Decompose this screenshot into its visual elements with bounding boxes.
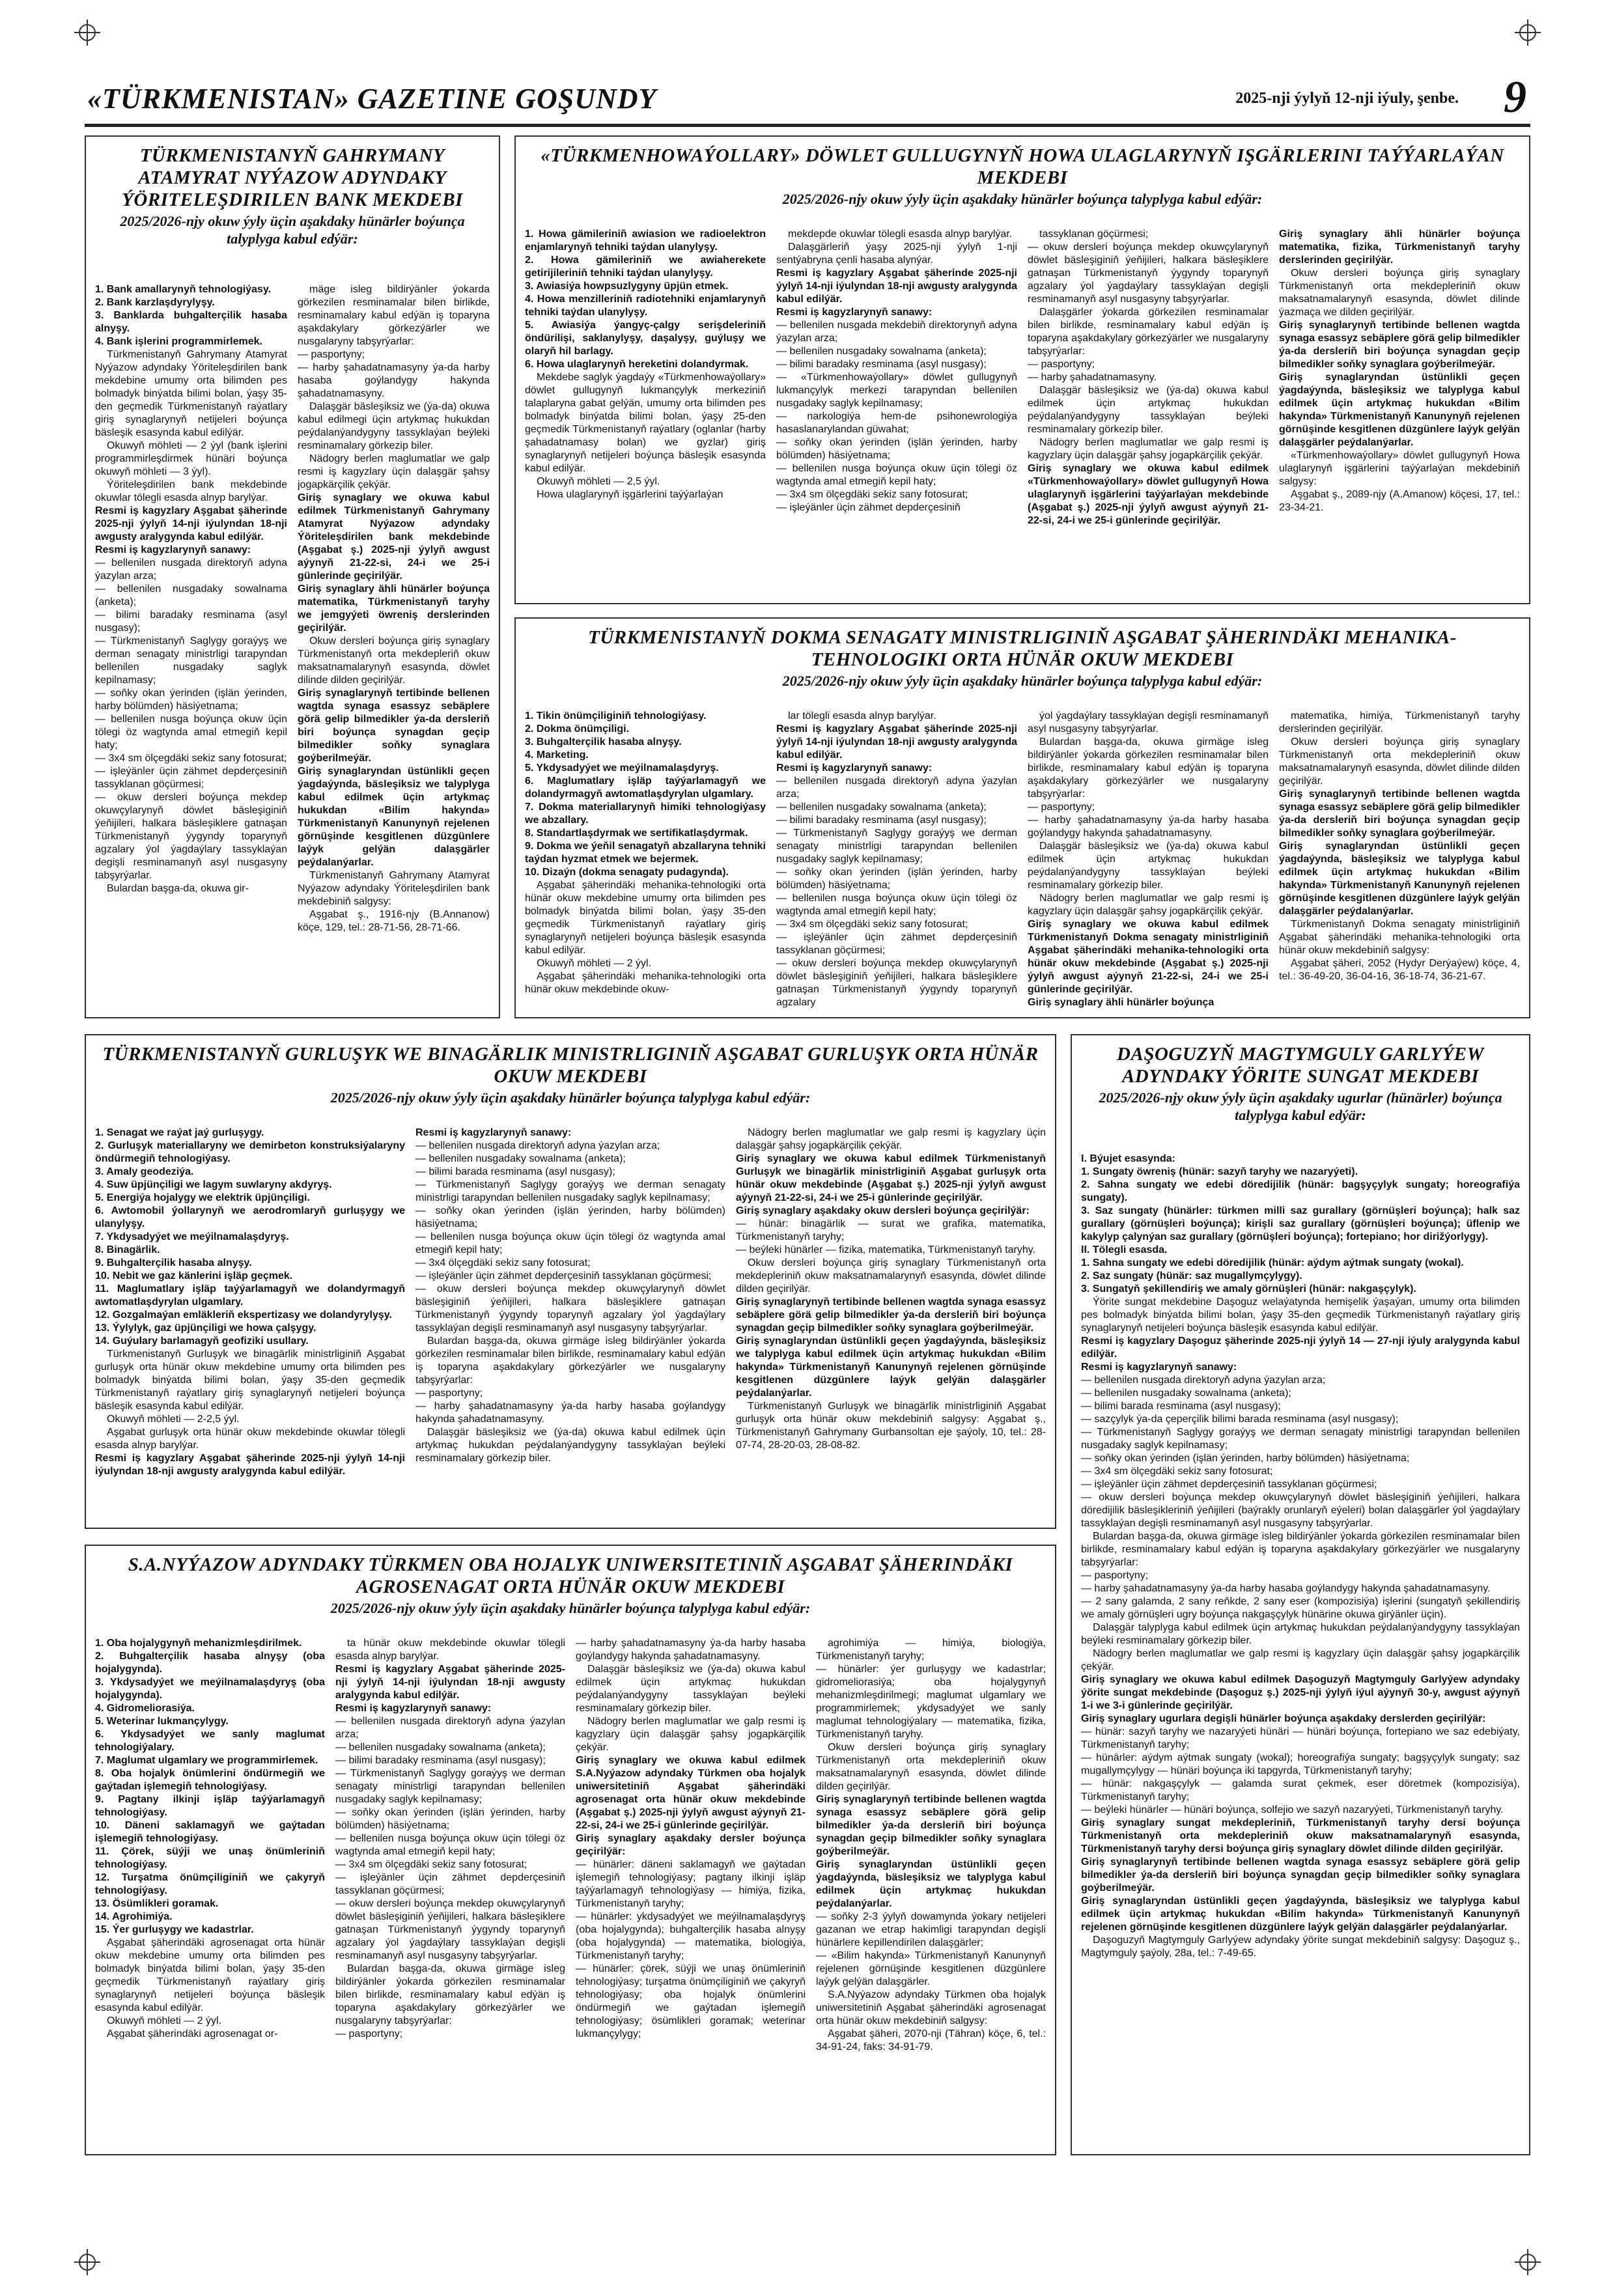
paragraph: — pasportyny; xyxy=(335,2028,403,2039)
paragraph: Giriş synaglary aşakdaky dersler boýunça geçirilýär: xyxy=(576,1833,806,1857)
paragraph: Okuwyň möhleti — 2 ýyl (bank işlerini programmirleşdirmek hünäri boýunça okuwyň möhleti — 3 ýyl). xyxy=(95,440,287,477)
paragraph: Giriş synaglaryndan üstünlikli geçen ýagdaýynda, bäsleşiksiz we talyplyga kabul edilmek üçin artykmaç hukukdan «Bilim hakynda» Türkmenistanyň Kanunynyň rejelenen görnüşinde kesgitlenen düzgünlere laýyk gelýän dalaşgärler peýdalanýarlar. xyxy=(1081,1896,1520,1933)
paragraph: — Türkmenistanyň Saglygy goraýyş we derman senagaty ministrligi tarapyndan bellenilen nusgadaky saglyk kepilnamasy; xyxy=(1081,1427,1520,1451)
text-column xyxy=(95,1637,325,2148)
paragraph: — hünär: nakgaşçylyk — galamda surat çekmek, eser döretmek (kompozisiýa), Türkmenistanyň taryhy; xyxy=(1081,1778,1520,1802)
notice-title: S.A.NYÝAZOW ADYNDAKY TÜRKMEN OBA HOJALYK UNIWERSITETINIŇ AŞGABAT ŞÄHERINDÄKI AGROSENAGAT ORTA HÜNÄR OKUW MEKDEBI xyxy=(128,1554,1013,1597)
paragraph: — 3x4 sm ölçegdäki sekiz sany fotosurat; xyxy=(776,919,968,930)
paragraph: Giriş synaglarynyň tertibinde bellenen wagtda synaga esassyz sebäplere görä gelip bilmedikler ýa-da dersleriň biri boýunça synagdan geçip bilmedikler soňky synaglara goýberilmeýär. xyxy=(816,1794,1046,1857)
paragraph: 9. Buhgalterçilik hasaba alnyşy. xyxy=(95,1257,252,1268)
paragraph: Türkmenistanyň Gahrymany Atamyrat Nyýazow adyndaky Ýöriteleşdirilen bank mekdebiniň salgysy: xyxy=(298,870,490,907)
paragraph: 6. Maglumatlary işläp taýýarlamagyň we dolandyrmagyň awtomatlaşdyrylan ulgamlary. xyxy=(525,776,766,800)
paragraph: — bilimi baradaky resminama (asyl nusgasy); xyxy=(776,815,987,826)
paragraph: Okuwyň möhleti — 2 ýyl. xyxy=(537,958,652,969)
paragraph: Türkmenistanyň Dokma senagaty ministrliginiň Aşgabat şäherindäki mehanika-tehnologiki orta hünär okuw mekdebiniň salgysy: xyxy=(1279,919,1520,956)
notice-box xyxy=(514,617,1530,1018)
paragraph: 3. Buhgalterçilik hasaba alnyşy. xyxy=(525,736,682,748)
notice-columns xyxy=(525,710,1520,1011)
paragraph: Nädogry berlen maglumatlar we galp resmi iş kagyzlary üçin dalaşgär şahsy jogapkärçilik çekýär. xyxy=(1081,1648,1520,1672)
notice-box xyxy=(1071,1034,1530,2155)
notice-title: DAŞOGUZYŇ MAGTYMGULY GARLYÝEW ADYNDAKY ÝÖRITE SUNGAT MEKDEBI xyxy=(1117,1044,1484,1087)
paragraph: II. Tölegli esasda. xyxy=(1081,1244,1168,1255)
paragraph: — işleýänler üçin zähmet depderçesiniň tassyklanan göçürmesi; xyxy=(95,766,287,790)
paragraph: Giriş synaglary ugurlara degişli hünärler boýunça aşakdaky derslerden geçirilýär: xyxy=(1081,1713,1486,1724)
paragraph: Aşgabat şäherindäki mehanika-tehnologiki orta hünär okuw mekdebinde okuw- xyxy=(525,971,766,995)
paragraph: Giriş synaglarynyň tertibinde bellenen wagtda synaga esassyz sebäplere görä gelip bilmedikler ýa-da dersleriň biri boýunça synagdan geçip bilmedikler soňky synaglara goýberilmeýär. xyxy=(1279,789,1520,839)
text-column xyxy=(1028,710,1269,1011)
paragraph: 7. Ykdysadyýet we meýilnamalaşdyryş. xyxy=(95,1231,289,1242)
paragraph: — hünärler: aýdym aýtmak sungaty (wokal); horeografiýa sungaty; bagşyçylyk sungaty; saz mugallymçylygy — hünäri boýunça iki tapgyrda, Türkmenistanyň taryhy; xyxy=(1081,1752,1520,1776)
paragraph: Mekdebe saglyk ýagdaýy «Türkmenhowaýollary» döwlet gullugynyň lukmançylyk merkeziniň talaplaryna gabat gelýän, umumy orta bilimden pes bolmadyk binýatda bilimi bolan, ýaşy 25-den geçmedik Türkmenistanyň raýatlary (oglanlar (harby şahadatnamasy bolan) we gyzlar) giriş synaglarynyň netijeleri boýunça bäsleşik esasynda kabul edilýär. xyxy=(525,372,766,474)
notice-box xyxy=(85,1034,1056,1529)
paragraph: Giriş synaglarynyň tertibinde bellenen wagtda synaga esassyz sebäplere görä gelip bilmedikler ýa-da dersleriň biri boýunça synagdan geçip bilmedikler soňky synaglara goýberilmeýär. xyxy=(298,688,490,764)
paragraph: 1. Bank amallarynyň tehnologiýasy. xyxy=(95,284,272,295)
paragraph: — harby şahadatnamasyny ýa-da harby hasaba goýlandygy hakynda şahadatnamasyny. xyxy=(1081,1583,1491,1594)
text-column xyxy=(298,283,490,1011)
paragraph: Giriş synaglary we okuwa kabul edilmek Daşoguzyň Magtymguly Garlyýew adyndaky ýörite sungat mekdebinde (Daşoguz ş.) 2025-nji ýylyň iýul aýynyň 30-y, awgust aýynyň 1-i we 3-i günlerinde geçirilýär. xyxy=(1081,1674,1520,1711)
paragraph: Resmi iş kagyzlarynyň sanawy: xyxy=(95,544,251,555)
paragraph: 14. Agrohimiýa. xyxy=(95,1911,173,1922)
paragraph: — 3x4 sm ölçegdäki sekiz sany fotosurat; xyxy=(776,489,968,500)
text-column xyxy=(525,228,766,596)
paragraph: Dalaşgärleriň ýaşy 2025-nji ýylyň 1-nji sentýabryna çenli hasaba alynýar. xyxy=(776,242,1017,266)
paragraph: Giriş synaglary we okuwa kabul edilmek «Türkmenhowaýollary» döwlet gullugynyň Howa ulaglarynyň işgärlerini taýýarlaýan mekdebinde (Aşgabat ş.) 2025-nji ýylyň awgust aýynyň 21-22-si, 24-i we 25-i günlerinde geçirilýär. xyxy=(1028,463,1269,526)
paragraph: ta hünär okuw mekdebinde okuwlar tölegli esasda alnyp barylýar. xyxy=(335,1638,565,1662)
paragraph: — hünärler: däneni saklamagyň we gaýtadan işlemegiň tehnologiýasy; pagtany ilkinji işläp taýýarlamagyň tehnologiýasy — himiýa, fizika, Türkmenistanyň taryhy; xyxy=(576,1859,806,1909)
paragraph: 1. Senagat we raýat jaý gurluşygy. xyxy=(95,1127,264,1138)
paragraph: Türkmenistanyň Gurluşyk we binagärlik ministrliginiň Aşgabat gurluşyk orta hünär okuw mekdebiniň salgysy: Aşgabat ş., Türkmenistanyň Gahrymany Gurbansoltan eje şaýoly, 10, tel.: 28-07-74, 28-20-03, 28-08-82. xyxy=(736,1401,1046,1451)
paragraph: — hünärler: ykdysadyýet we meýilnamalaşdyryş (oba hojalygynda); buhgalterçilik hasaba alnyşy (oba hojalygynda) — matematika, biologiýa, Türkmenistanyň taryhy; xyxy=(576,1911,806,1961)
paragraph: 5. Energiýa hojalygy we elektrik üpjünçiligi. xyxy=(95,1192,310,1203)
text-column xyxy=(576,1637,806,2148)
paragraph: Resmi iş kagyzlarynyň sanawy: xyxy=(776,307,933,318)
paragraph: Nädogry berlen maglumatlar we galp resmi iş kagyzlary üçin dalaşgär şahsy jogapkärçilik çekýär. xyxy=(576,1716,806,1753)
paragraph: — beýleki hünärler — hünäri boýunça, solfejio we sazyň nazaryýeti, Türkmenistanyň taryhy. xyxy=(1081,1804,1504,1815)
paragraph: — bellenilen nusgada direktoryň adyna ýazylan arza; xyxy=(95,557,287,581)
paragraph: 2. Saz sungaty (hünär: saz mugallymçylygy). xyxy=(1081,1270,1302,1281)
paragraph: — pasportyny; xyxy=(1028,802,1095,813)
paragraph: — 3x4 sm ölçegdäki sekiz sany fotosurat; xyxy=(335,1859,527,1870)
paragraph: 2. Sahna sungaty we edebi döredijilik (hünär: bagşyçylyk sungaty; horeografiýa sungaty). xyxy=(1081,1179,1520,1203)
paragraph: 2. Gurluşyk materiallaryny we demirbeton konstruksiýalaryny öndürmegiň tehnologiýasy. xyxy=(95,1140,405,1164)
paragraph: S.A.Nyýazow adyndaky Türkmen oba hojalyk uniwersitetiniň Aşgabat şäherindäki agrosenagat orta hünär okuw mekdebiniň salgysy: xyxy=(816,1989,1046,2026)
text-column xyxy=(816,1637,1046,2148)
text-column xyxy=(335,1637,565,2148)
text-column xyxy=(1081,1153,1520,2148)
paragraph: 13. Ýylylyk, gaz üpjünçiligi we howa çalşygy. xyxy=(95,1323,316,1334)
paragraph: Bulardan başga-da, okuwa gir- xyxy=(107,883,249,894)
paragraph: 12. Gozgalmaýan emläkleriň ekspertizasy we dolandyrylyşy. xyxy=(95,1309,392,1321)
paragraph: — pasportyny; xyxy=(1028,359,1095,370)
paragraph: Giriş synaglaryndan üstünlikli geçen ýagdaýynda, bäsleşiksiz we talyplyga kabul edilmek üçin artykmaç hukukdan peýdalanýarlar. xyxy=(816,1859,1046,1909)
paragraph: — soňky okan ýerinden (işlän ýerinden, harby bölümden) häsiýetnama; xyxy=(776,867,1017,891)
paragraph: 1. Tikin önümçiliginiň tehnologiýasy. xyxy=(525,710,707,721)
crop-mark-icon xyxy=(74,2249,100,2275)
paragraph: 10. Dizaýn (dokma senagaty pudagynda). xyxy=(525,867,729,878)
paragraph: 3. Awiasiýa howpsuzlygyny üpjün etmek. xyxy=(525,281,729,292)
paragraph: — bilimi barada resminama (asyl nusgasy); xyxy=(1081,1401,1281,1412)
paragraph: Okuw dersleri boýunça giriş synaglary Türkmenistanyň orta mekdepleriniň okuw maksatnamalarynyň esasynda, döwlet dilinde dilden geçirilýär. xyxy=(1279,736,1520,787)
paragraph: Dalaşgär bäsleşiksiz we (ýa-da) okuwa kabul edilmek üçin artykmaç hukukdan peýdalanýandygyny tassyklaýan beýleki resminamalary görkezip biler. xyxy=(1028,841,1269,891)
paragraph: Dalaşgär bäsleşiksiz we (ýa-da) okuwa kabul edilmek üçin artykmaç hukukdan peýdalanýandygyny tassyklaýan beýleki resminamalary görkezip biler. xyxy=(576,1664,806,1714)
paragraph: Daşoguzyň Magtymguly Garlyýew adyndaky ýörite sungat mekdebiniň salgysy: Daşoguz ş., Magtymguly şaýoly, 28a, tel.: 7-49-65. xyxy=(1081,1935,1520,1959)
paragraph: — soňky okan ýerinden (işlän ýerinden, harby bölümden) häsiýetnama; xyxy=(776,437,1017,461)
notice-subtitle: 2025/2026-njy okuw ýyly üçin aşakdaky hünärler boýunça talyplyga kabul edýär: xyxy=(782,673,1263,689)
paragraph: Bulardan başga-da, okuwa girmäge isleg bildirýänler ýokarda görkezilen resminamalar bilen birlikde, resminamalary kabul edýän iş toparyna aşakdakylary görkezýärler we nusgalaryny tabşyrýarlar: xyxy=(335,1963,565,2026)
paragraph: — okuw dersleri boýunça mekdep okuwçylarynyň döwlet bäsleşiginiň ýeňijileri, halkara bäsleşiklere gatnaşan Türkmenistanyň ýygyndy toparynyň agzalary xyxy=(776,958,1017,1008)
paragraph: — sazçylyk ýa-da çeperçilik bilimi barada resminama (asyl nusgasy); xyxy=(1081,1414,1399,1425)
notice-box xyxy=(85,1545,1056,2155)
paragraph: — okuw dersleri boýunça mekdep okuwçylarynyň döwlet bäsleşiginiň ýeňijileri, halkara bäsleşiklere gatnaşan Türkmenistanyň ýygyndy toparynyň agzalary ýol ýagdaýlary tassyklaýan degişli resminamanyň asyl nusgasyny tabşyrýarlar. xyxy=(415,1283,725,1334)
paragraph: 7. Maglumat ulgamlary we programmirlemek. xyxy=(95,1755,318,1766)
paragraph: — harby şahadatnamasyny ýa-da harby hasaba goýlandygy hakynda şahadatnamasyny. xyxy=(415,1401,725,1425)
paragraph: 7. Dokma materiallarynyň himiki tehnologiýasy we abzallary. xyxy=(525,802,766,826)
paragraph: 1. Howa gämileriniň awiasion we radioelektron enjamlarynyň tehniki taýdan ulanylyşy. xyxy=(525,229,766,253)
paragraph: — bellenilen nusga boýunça okuw üçin tölegi öz wagtynda amal etmegiň kepil haty; xyxy=(776,893,1017,917)
paragraph: 10. Nebit we gaz känlerini işläp geçmek. xyxy=(95,1270,293,1281)
paragraph: Okuwyň möhleti — 2-2,5 ýyl. xyxy=(107,1414,240,1425)
issue-date: 2025-nji ýylyň 12-nji iýuly, şenbe. xyxy=(1235,90,1459,107)
paragraph: — «Bilim hakynda» Türkmenistanyň Kanunynyň rejelenen görnüşinde kesgitlenen düzgünlere laýyk gelýän dalaşgärler. xyxy=(816,1950,1046,1987)
notice-box xyxy=(514,135,1530,604)
paragraph: Okuw dersleri boýunça giriş synaglary Türkmenistanyň orta mekdepleriniň okuw maksatnamalarynyň esasynda, döwlet dilinde dilden geçirilýär. xyxy=(736,1257,1046,1295)
paragraph: 4. Marketing. xyxy=(525,749,589,761)
page-header xyxy=(85,72,1530,122)
paragraph: Resmi iş kagyzlary Aşgabat şäherinde 2025-nji ýylyň 14-nji iýulyndan 18-nji awgusty aralygynda kabul edilýär. xyxy=(95,505,287,542)
paragraph: Aşgabat şäherindäki agrosenagat orta hünär okuw mekdebine umumy orta bilimden pes bolmadyk binýatda bilimi bolan, ýaşy 35-den geçmedik Türkmenistanyň raýatlary giriş synaglarynyň netijeleri boýunça bäsleşik esasynda kabul edilýär. xyxy=(95,1937,325,2013)
paragraph: — bellenilen nusga boýunça okuw üçin tölegi öz wagtynda amal etmegiň kepil haty; xyxy=(415,1231,725,1255)
paragraph: Ýörite sungat mekdebine Daşoguz welaýatynda hemişelik ýaşaýan, umumy orta bilimden pes bolmadyk binýatda bilimi bolan, ýaşy 35-den geçmedik Türkmenistanyň raýatlary giriş synaglarynyň netijeleri boýunça bäsleşik esasynda kabul edilýär. xyxy=(1081,1296,1520,1334)
text-column xyxy=(415,1127,725,1521)
paragraph: — hünärler: çörek, süýji we unaş önümleriniň tehnologiýasy; turşatma önümçiliginiň we çakyryň tehnologiýasy; oba hojalyk önümlerini öndürmegiň we gaýtadan işlemegiň tehnologiýasy; ösümlikleri goramak; weterinar lukmançylygy; xyxy=(576,1963,806,2039)
paragraph: Dalaşgär talyplyga kabul edilmek üçin artykmaç hukukdan peýdalanýandygyny tassyklaýan beýleki resminamalary görkezip biler. xyxy=(1081,1622,1520,1646)
paragraph: Giriş synaglaryndan üstünlikli geçen ýagdaýynda, bäsleşiksiz we talyplyga kabul edilmek üçin artykmaç hukukdan «Bilim hakynda» Türkmenistanyň Kanunynyň rejelenen görnüşinde kesgitlenen düzgünlere laýyk gelýän dalaşgärler peýdalanýarlar. xyxy=(736,1336,1046,1399)
paragraph: — bellenilen nusgadaky sowalnama (anketa); xyxy=(1081,1388,1291,1399)
paragraph: Aşgabat ş., 2089-njy (A.Amanow) köçesi, 17, tel.: 23-34-21. xyxy=(1279,489,1520,513)
notice-title: TÜRKMENISTANYŇ GAHRYMANY ATAMYRAT NYÝAZOW ADYNDAKY ÝÖRITELEŞDIRILEN BANK MEKDEBI xyxy=(122,145,463,210)
paragraph: Giriş synaglaryndan üstünlikli geçen ýagdaýynda, bäsleşiksiz we talyplyga kabul edilmek üçin artykmaç hukukdan «Bilim hakynda» Türkmenistanyň Kanunynyň rejelenen görnüşinde kesgitlenen düzgünlere laýyk gelýän dalaşgärler peýdalanýarlar. xyxy=(1279,372,1520,448)
text-column xyxy=(1279,710,1520,1011)
paragraph: — bilimi baradaky resminama (asyl nusgasy); xyxy=(335,1755,546,1766)
paragraph: Giriş synaglary ähli hünärler boýunça matematika, Türkmenistanyň taryhy we jemgyýeti öwreniş derslerinden geçirilýär. xyxy=(298,583,490,634)
paragraph: 6. Awtomobil ýollarynyň we aerodromlaryň gurluşygy we ulanylyşy. xyxy=(95,1205,405,1229)
paragraph: — bellenilen nusga boýunça okuw üçin tölegi öz wagtynda amal etmegiň kepil haty; xyxy=(335,1833,565,1857)
text-column xyxy=(1028,228,1269,596)
text-column xyxy=(95,283,287,1011)
paragraph: — soňky okan ýerinden (işlän ýerinden, harby bölümden) häsiýetnama; xyxy=(415,1205,725,1229)
paragraph: Resmi iş kagyzlarynyň sanawy: xyxy=(1081,1362,1237,1373)
paragraph: 4. Gidromeliorasiýa. xyxy=(95,1703,195,1714)
paragraph: — işleýänler üçin zähmet depderçesiniň tassyklanan göçürmesi; xyxy=(1081,1479,1377,1490)
paragraph: — işleýänler üçin zähmet depderçesiniň xyxy=(776,502,961,513)
notice-title: TÜRKMENISTANYŇ GURLUŞYK WE BINAGÄRLIK MINISTRLIGINIŇ AŞGABAT GURLUŞYK ORTA HÜNÄR OKUW MEKDEBI xyxy=(102,1044,1039,1087)
paragraph: — bilimi barada resminama (asyl nusgasy); xyxy=(415,1166,615,1177)
paragraph: 10. Däneni saklamagyň we gaýtadan işlemegiň tehnologiýasy. xyxy=(95,1820,325,1844)
paragraph: Resmi iş kagyzlary Aşgabat şäherinde 2025-nji ýylyň 14-nji iýulyndan 18-nji awgusty aralygynda kabul edilýär. xyxy=(95,1453,405,1477)
paragraph: — bellenilen nusgada direktoryň adyna ýazylan arza; xyxy=(415,1140,660,1151)
newspaper-title: «TÜRKMENISTAN» GAZETINE GOŞUNDY xyxy=(87,83,657,115)
paragraph: Resmi iş kagyzlary Aşgabat şäherinde 2025-nji ýylyň 14-nji iýulyndan 18-nji awgusty aralygynda kabul edilýär. xyxy=(776,723,1017,761)
paragraph: 3. Saz sungaty (hünärler: türkmen milli saz gurallary (görnüşleri boýunça); halk saz gurallary (görnüşleri boýunça); kirişli saz gurallary (görnüşleri boýunça); üflenip we kakylyp çalynýan saz gurallary (görnüşleri boýunça); fortepiano; hor dirižýorlygy). xyxy=(1081,1205,1520,1242)
notice-title: «TÜRKMENHOWAÝOLLARY» DÖWLET GULLUGYNYŇ HOWA ULAGLARYNYŇ IŞGÄRLERINI TAÝÝARLAÝAN MEKDEBI xyxy=(541,145,1504,188)
paragraph: Giriş synaglarynyň tertibinde bellenen wagtda synaga esassyz sebäplere görä gelip bilmedikler ýa-da dersleriň biri boýunça synagdan geçip bilmedikler soňky synaglara goýberilmeýär. xyxy=(1279,320,1520,370)
paragraph: 13. Ösümlikleri goramak. xyxy=(95,1898,219,1909)
notice-title: TÜRKMENISTANYŇ DOKMA SENAGATY MINISTRLIGINIŇ AŞGABAT ŞÄHERINDÄKI MEHANIKA-TEHNOLOGIKI ORTA HÜNÄR OKUW MEKDEBI xyxy=(588,627,1457,670)
paragraph: — pasportyny; xyxy=(1081,1570,1149,1581)
paragraph: Resmi iş kagyzlary Aşgabat şäherinde 2025-nji ýylyň 14-nji iýulyndan 18-nji awgusty aralygynda kabul edilýär. xyxy=(335,1664,565,1701)
paragraph: Okuw dersleri boýunça giriş synaglary Türkmenistanyň orta mekdepleriniň okuw maksatnamalarynyň esasynda, döwlet dilinde dilden geçirilýär. xyxy=(816,1742,1046,1792)
paragraph: mäge isleg bildirýänler ýokarda görkezilen resminamalar bilen birlikde, resminamalary kabul edýän iş toparyna aşakdakylary görkezýärler we nusgalaryny tabşyrýarlar: xyxy=(298,284,490,347)
paragraph: Aşgabat şäherindäki agrosenagat or- xyxy=(107,2028,278,2039)
paragraph: Giriş synaglary ähli hünärler boýunça xyxy=(1028,997,1215,1008)
paragraph: lar tölegli esasda alnyp barylýar. xyxy=(788,710,936,721)
paragraph: — Türkmenistanyň Saglygy goraýyş we derman senagaty ministrligi tarapyndan bellenilen nusgadaky saglyk kepilnamasy; xyxy=(95,636,287,686)
paragraph: Giriş synaglary aşakdaky okuw dersleri boýunça geçirilýär: xyxy=(736,1205,1030,1216)
paragraph: — işleýänler üçin zähmet depderçesiniň tassyklanan göçürmesi; xyxy=(335,1872,565,1896)
paragraph: Giriş synaglary ähli hünärler boýunça matematika, fizika, Türkmenistanyň taryhy derslerinden geçirilýär. xyxy=(1279,229,1520,266)
paragraph: 2. Bank karzlaşdyrylyşy. xyxy=(95,297,215,308)
paragraph: 8. Binagärlik. xyxy=(95,1244,160,1255)
paragraph: Giriş synaglary sungat mekdepleriniň, Türkmenistanyň taryhy dersi boýunça Türkmenistanyň orta mekdepleriniň okuw maksatnamalarynyň esasynda, Türkmenistanyň taryhy dersi boýunça giriş synaglary döwlet dilinde dilden geçirilýär. xyxy=(1081,1817,1520,1855)
paragraph: 4. Howa menzilleriniň radiotehniki enjamlarynyň tehniki taýdan ulanylyşy. xyxy=(525,294,766,318)
paragraph: — Türkmenistanyň Saglygy goraýyş we derman senagaty ministrligi tarapyndan bellenilen nusgadaky saglyk kepilnamasy; xyxy=(335,1768,565,1805)
notice-box xyxy=(85,135,500,1018)
paragraph: Okuwyň möhleti — 2,5 ýyl. xyxy=(537,476,660,487)
paragraph: 8. Standartlaşdyrmak we sertifikatlaşdyrmak. xyxy=(525,828,748,839)
paragraph: Giriş synaglary we okuwa kabul edilmek Türkmenistanyň Dokma senagaty ministrliginiň Aşgabat şäherindäki mehanika-tehnologiki orta hünär okuw mekdebinde (Aşgabat ş.) 2025-nji ýylyň awgust aýynyň 21-22-si, 24-i we 25-i günlerinde geçirilýär. xyxy=(1028,919,1269,995)
text-column xyxy=(736,1127,1046,1521)
paragraph: — işleýänler üçin zähmet depderçesiniň tassyklanan göçürmesi; xyxy=(415,1270,712,1281)
paragraph: agrohimiýa — himiýa, biologiýa, Türkmenistanyň taryhy; xyxy=(816,1638,1046,1662)
paragraph: mekdepde okuwlar tölegli esasda alnyp barylýar. xyxy=(788,229,1013,240)
paragraph: Türkmenistanyň Gurluşyk we binagärlik ministrliginiň Aşgabat gurluşyk orta hünär okuw mekdebine umumy orta bilimden pes bolmadyk binýatda bilimi bolan, ýaşy 35-den geçmedik Türkmenistanyň raýatlary giriş synaglarynyň netijeleri boýunça bäsleşik esasynda kabul edilýär. xyxy=(95,1349,405,1412)
notice-columns xyxy=(95,1637,1046,2148)
text-column xyxy=(525,710,766,1011)
paragraph: — 3x4 sm ölçegdäki sekiz sany fotosurat; xyxy=(95,753,287,764)
paragraph: — bellenilen nusga boýunça okuw üçin tölegi öz wagtynda amal etmegiň kepil haty; xyxy=(95,714,287,751)
paragraph: Aşgabat ş., 1916-njy (B.Annanow) köçe, 129, tel.: 28-71-56, 28-71-66. xyxy=(298,909,490,933)
paragraph: — bellenilen nusgada direktoryň adyna ýazylan arza; xyxy=(1081,1375,1326,1386)
paragraph: 11. Maglumatlary işläp taýýarlamagyň we dolandyrmagyň awtomatlaşdyrylan ulgamlary. xyxy=(95,1283,405,1308)
paragraph: — bellenilen nusga boýunça okuw üçin tölegi öz wagtynda amal etmegiň kepil haty; xyxy=(776,463,1017,487)
paragraph: 5. Weterinar lukmançylygy. xyxy=(95,1716,229,1727)
paragraph: — bellenilen nusgadaky sowalnama (anketa); xyxy=(335,1742,546,1753)
paragraph: 9. Pagtany ilkinji işläp taýýarlamagyň tehnologiýasy. xyxy=(95,1794,325,1818)
paragraph: — bellenilen nusgada mekdebiň direktorynyň adyna ýazylan arza; xyxy=(776,320,1017,344)
paragraph: Resmi iş kagyzlary Aşgabat şäherinde 2025-nji ýylyň 14-nji iýulyndan 18-nji awgusty aralygynda kabul edilýär. xyxy=(776,268,1017,305)
paragraph: Dalaşgärler ýokarda görkezilen resminamalar bilen birlikde, resminamalary kabul edýän iş toparyna aşakdakylary görkezýärler we nusgalaryny tabşyrýarlar: xyxy=(1028,307,1269,357)
paragraph: — hünärler: ýer gurluşygy we kadastrlar; gidromeliorasiýa; oba hojalygynyň mehanizmleşdirilmegi; maglumat ulgamlary we programmirlemek; ykdysadyýet we sanly maglumat tehnologiýalary — matematika, fizika, Türkmenistanyň taryhy. xyxy=(816,1664,1046,1740)
paragraph: Giriş synaglaryndan üstünlikli geçen ýagdaýynda, bäsleşiksiz we talyplyga kabul edilmek üçin artykmaç hukukdan «Bilim hakynda» Türkmenistanyň Kanunynyň rejelenen görnüşinde kesgitlenen düzgünlere laýyk gelýän dalaşgärler peýdalanýarlar. xyxy=(1279,841,1520,917)
crop-mark-icon xyxy=(1515,2249,1541,2275)
paragraph: — işleýänler üçin zähmet depderçesiniň tassyklanan göçürmesi; xyxy=(776,932,1017,956)
paragraph: Bulardan başga-da, okuwa girmäge isleg bildirýänler ýokarda görkezilen resminamalar bilen birlikde, resminamalary kabul edýän iş toparyna aşakdakylary görkezýärler we nusgalaryny tabşyrýarlar: xyxy=(415,1336,725,1386)
paragraph: Giriş synaglary we okuwa kabul edilmek Türkmenistanyň Gurluşyk we binagärlik ministrliginiň Aşgabat gurluşyk orta hünär okuw mekdebinde (Aşgabat ş.) 2025-nji ýylyň awgust aýynyň 21-22-si, 24-i we 25-i günlerinde geçirilýär. xyxy=(736,1153,1046,1203)
paragraph: Dalaşgär bäsleşiksiz we (ýa-da) okuwa kabul edilmegi üçin artykmaç hukukdan peýdalanýandygyny tassyklaýan beýleki resminamalary görkezip biler. xyxy=(298,401,490,451)
paragraph: 3. Sungatyň şekillendiriş we amaly görnüşleri (hünär: nakgaşçylyk). xyxy=(1081,1283,1416,1295)
paragraph: — beýleki hünärler — fizika, matematika, Türkmenistanyň taryhy. xyxy=(736,1244,1036,1255)
paragraph: 5. Ykdysadyýet we meýilnamalaşdyryş. xyxy=(525,763,719,774)
paragraph: — 2 sany galamda, 2 sany reňkde, 2 sany eser (kompozisiýa) işlerini (sungatyň şekillendiriş we amaly görnüşleri ugry boýunça nakgaşçylyk hünärine okuwa girýänler üçin). xyxy=(1081,1596,1520,1620)
paragraph: Nädogry berlen maglumatlar we galp resmi iş kagyzlary üçin dalaşgär şahsy jogapkärçilik çekýär. xyxy=(1028,893,1269,917)
paragraph: 8. Oba hojalyk önümlerini öndürmegiň we gaýtadan işlemegiň tehnologiýasy. xyxy=(95,1768,325,1792)
paragraph: — «Türkmenhowaýollary» döwlet gullugynyň lukmançylyk merkezi tarapyndan bellenilen nusgadaky saglyk kepilnamasy; xyxy=(776,372,1017,409)
paragraph: Aşgabat gurluşyk orta hünär okuw mekdebinde okuwlar tölegli esasda alnyp barylýar. xyxy=(95,1427,405,1451)
paragraph: 3. Ykdysadyýet we meýilnamalaşdyryş (oba hojalygynda). xyxy=(95,1677,325,1701)
notice-subtitle: 2025/2026-njy okuw ýyly üçin aşakdaky hünärler boýunça talyplyga kabul edýär: xyxy=(330,1600,811,1616)
paragraph: Nädogry berlen maglumatlar we galp resmi iş kagyzlary üçin dalaşgär şahsy jogapkärçilik çekýär. xyxy=(1028,437,1269,461)
paragraph: — bellenilen nusgadaky sowalnama (anketa); xyxy=(95,583,287,608)
paragraph: Okuwyň möhleti — 2 ýyl. xyxy=(107,2015,222,2026)
paragraph: 2. Buhgalterçilik hasaba alnyşy (oba hojalygynda). xyxy=(95,1651,325,1675)
paragraph: — harby şahadatnamasyny ýa-da harby hasaba goýlandygy hakynda şahadatnamasyny. xyxy=(1028,815,1269,839)
paragraph: — okuw dersleri boýunça mekdep okuwçylarynyň döwlet bäsleşiginiň ýeňijileri, halkara döredijilik bäsleşikleriniň ýeňijileri (baýrakly orunlaryň eýeleri) bolan dalaşgärler ýol ýagdaýlary tassyklaýan degişli resminamanyň asyl nusgasyny tabşyrýarlar. xyxy=(1081,1492,1520,1529)
paragraph: Okuw dersleri boýunça giriş synaglary Türkmenistanyň orta mekdepleriň okuw maksatnamalarynyň esasynda, döwlet dilinde dilden geçirilýär. xyxy=(298,636,490,686)
paragraph: 3. Amaly geodeziýa. xyxy=(95,1166,194,1177)
paragraph: — soňky 2-3 ýylyň dowamynda ýokary netijeleri gazanan we etrap hakimligi tarapyndan degişli hünärlere kepillendirilen dalaşgärler; xyxy=(816,1911,1046,1948)
paragraph: Bulardan başga-da, okuwa girmäge isleg bildirýänler ýokarda görkezilen resminamalar bilen birlikde, resminamalary kabul edýän iş toparyna aşakdakylary görkezýärler we nusgalaryny tabşyrýarlar: xyxy=(1081,1531,1520,1568)
paragraph: — bellenilen nusgadaky sowalnama (anketa); xyxy=(776,802,987,813)
notice-columns xyxy=(1081,1153,1520,2148)
paragraph: — bellenilen nusgada direktoryň adyna ýazylan arza; xyxy=(776,776,1017,800)
paragraph: 1. Sahna sungaty we edebi döredijilik (hünär: aýdym aýtmak sungaty (wokal). xyxy=(1081,1257,1464,1268)
paragraph: Ýöriteleşdirilen bank mekdebinde okuwlar tölegli esasda alnyp barylýar. xyxy=(95,479,287,503)
paragraph: «Türkmenhowaýollary» döwlet gullugynyň Howa ulaglarynyň işgärlerini taýýarlaýan mekdebiniň salgysy: xyxy=(1279,450,1520,487)
paragraph: — okuw dersleri boýunça mekdep okuwçylarynyň döwlet bäsleşiginiň ýeňijileri, halkara bäsleşiklere gatnaşan Türkmenistanyň ýygyndy toparynyň agzalary ýol ýagdaýlary tassyklaýan degişli resminamanyň asyl nusgasyny tabşyrýarlar. xyxy=(95,792,287,881)
paragraph: Giriş synaglary we okuwa kabul edilmek S.A.Nyýazow adyndaky Türkmen oba hojalyk uniwersitetiniň Aşgabat şäherindäki agrosenagat orta hünär okuw mekdebinde (Aşgabat ş.) 2025-nji ýylyň awgust aýynyň 21-22-si, 24-i we 25-i günlerinde geçirilýär. xyxy=(576,1755,806,1831)
text-column xyxy=(95,1127,405,1521)
paragraph: matematika, himiýa, Türkmenistanyň taryhy derslerinden geçirilýär. xyxy=(1279,710,1520,735)
text-column xyxy=(776,710,1017,1011)
paragraph: 1. Sungaty öwreniş (hünär: sazyň taryhy we nazaryýeti). xyxy=(1081,1166,1358,1177)
notice-columns xyxy=(95,1127,1046,1521)
page-number: 9 xyxy=(1504,72,1526,122)
notice-subtitle: 2025/2026-njy okuw ýyly üçin aşakdaky hünärler boýunça talyplyga kabul edýär: xyxy=(330,1089,811,1106)
paragraph: Aşgabat şäheri, 2070-nji (Tähran) köçe, 6, tel.: 34-91-24, faks: 34-91-79. xyxy=(816,2028,1046,2052)
paragraph: 2. Dokma önümçiligi. xyxy=(525,723,630,735)
paragraph: Dalaşgär bäsleşiksiz we (ýa-da) okuwa kabul edilmek üçin artykmaç hukukdan peýdalanýandygyny tassyklaýan beýleki resminamalary görkezip biler. xyxy=(415,1427,725,1464)
paragraph: — pasportyny; xyxy=(415,1388,483,1399)
paragraph: 6. Ykdysadyýet we sanly maglumat tehnologiýalary. xyxy=(95,1729,325,1753)
paragraph: 14. Guýulary barlamagyň geofiziki usullary. xyxy=(95,1336,309,1347)
paragraph: Dalaşgär bäsleşiksiz we (ýa-da) okuwa kabul edilmek üçin artykmaç hukukdan peýdalanýandygyny tassyklaýan beýleki resminamalary görkezip biler. xyxy=(1028,385,1269,435)
paragraph: — harby şahadatnamasyny ýa-da harby hasaba goýlandygy hakynda şahadatnamasyny. xyxy=(298,362,490,399)
paragraph: Nädogry berlen maglumatlar we galp resmi iş kagyzlary üçin dalaşgär şahsy jogapkärçilik çekýär. xyxy=(298,453,490,490)
paragraph: — bellenilen nusgadaky sowalnama (anketa); xyxy=(776,346,987,357)
paragraph: I. Býujet esasynda: xyxy=(1081,1153,1175,1164)
paragraph: — okuw dersleri boýunça mekdep okuwçylarynyň döwlet bäsleşiginiň ýeňijileri, halkara bäsleşiklere gatnaşan Türkmenistanyň ýygyndy toparynyň agzalary ýol ýagdaýlary tassyklaýan degişli resminamanyň asyl nusgasyny tabşyrýarlar. xyxy=(335,1898,565,1961)
paragraph: 2. Howa gämileriniň we awiaherekete getirijileriniň tehniki taýdan ulanylyşy. xyxy=(525,255,766,279)
paragraph: — 3x4 ölçegdäki sekiz sany fotosurat; xyxy=(415,1257,591,1268)
paragraph: Türkmenistanyň Gahrymany Atamyrat Nyýazow adyndaky Ýöriteleşdirilen bank mekdebine umumy orta bilimden pes bolmadyk binýatda bilimi bolan, ýaşy 35-den geçmedik Türkmenistanyň raýatlary giriş synaglarynyň netijeleri boýunça bäsleşik esasynda kabul edilýär. xyxy=(95,349,287,438)
paragraph: — okuw dersleri boýunça mekdep okuwçylarynyň döwlet bäsleşiginiň ýeňijileri, halkara bäsleşiklere gatnaşan Türkmenistanyň ýygyndy toparynyň agzalary ýol ýagdaýlary tassyklaýan degişli resminamanyň asyl nusgasyny tabşyrýarlar. xyxy=(1028,242,1269,305)
paragraph: Giriş synaglaryndan üstünlikli geçen ýagdaýynda, bäsleşiksiz we talyplyga kabul edilmek üçin artykmaç hukukdan «Bilim hakynda» Türkmenistanyň Kanunynyň rejelenen görnüşinde kesgitlenen düzgünlere laýyk gelýän dalaşgärler peýdalanýarlar. xyxy=(298,766,490,868)
paragraph: Aşgabat şäherindäki mehanika-tehnologiki orta hünär okuw mekdebine umumy orta bilimden pes bolmadyk binýatda bilimi bolan, ýaşy 35-den geçmedik Türkmenistanyň raýatlary giriş synaglarynyň netijeleri boýunça bäsleşik esasynda kabul edilýär. xyxy=(525,880,766,956)
paragraph: ýol ýagdaýlary tassyklaýan degişli resminamanyň asyl nusgasyny tabşyrýarlar. xyxy=(1028,710,1269,735)
paragraph: 4. Bank işlerini programmirlemek. xyxy=(95,336,262,347)
paragraph: Giriş synaglarynyň tertibinde bellenen wagtda synaga esassyz sebäplere görä gelip bilmedikler ýa-da dersleriň biri boýunça synagdan geçip bilmedikler soňky synaglara goýberilmeýär. xyxy=(1081,1856,1520,1894)
paragraph: — Türkmenistanyň Saglygy goraýyş we derman senagaty ministrligi tarapyndan bellenilen nusgadaky saglyk kepilnamasy; xyxy=(776,828,1017,865)
paragraph: Aşgabat şäheri, 2052 (Hydyr Derýaýew) köçe, 4, tel.: 36-49-20, 36-04-16, 36-18-74, 36-21-67. xyxy=(1279,958,1520,982)
paragraph: — harby şahadatnamasyny. xyxy=(1028,372,1157,383)
paragraph: — pasportyny; xyxy=(298,349,365,360)
paragraph: — bellenilen nusgada direktoryň adyna ýazylan arza; xyxy=(335,1716,565,1740)
paragraph: Howa ulaglarynyň işgärlerini taýýarlaýan xyxy=(537,489,723,500)
crop-mark-icon xyxy=(1515,20,1541,46)
paragraph: 5. Awiasiýa ýangyç-çalgy serişdeleriniň öndürilişi, saklanylyşy, daşalyşy, guýluşy we olaryň hil barlagy. xyxy=(525,320,766,357)
text-column xyxy=(1279,228,1520,596)
paragraph: tassyklanan göçürmesi; xyxy=(1039,229,1149,240)
notice-columns xyxy=(95,283,490,1011)
paragraph: Resmi iş kagyzlarynyň sanawy: xyxy=(335,1703,492,1714)
paragraph: Okuw dersleri boýunça giriş synaglary Türkmenistanyň orta mekdepleriniň okuw maksatnamalarynyň esasynda, döwlet dilinde ýazmaça we dilden geçirilýär. xyxy=(1279,268,1520,318)
paragraph: 15. Ýer gurluşygy we kadastrlar. xyxy=(95,1924,254,1935)
paragraph: — bilimi baradaky resminama (asyl nusgasy); xyxy=(95,609,287,634)
paragraph: 4. Suw üpjünçiligi we lagym suwlaryny akdyryş. xyxy=(95,1179,332,1190)
paragraph: 3. Banklarda buhgalterçilik hasaba alnyşy. xyxy=(95,310,287,334)
paragraph: — 3x4 sm ölçegdäki sekiz sany fotosurat; xyxy=(1081,1466,1273,1477)
paragraph: Giriş synaglarynyň tertibinde bellenen wagtda synaga esassyz sebäplere görä gelip bilmedikler ýa-da dersleriň biri boýunça synagdan geçip bilmedikler soňky synaglara goýberilmeýär. xyxy=(736,1296,1046,1334)
paragraph: 6. Howa ulaglarynyň hereketini dolandyrmak. xyxy=(525,359,749,370)
text-column xyxy=(776,228,1017,596)
notice-subtitle: 2025/2026-njy okuw ýyly üçin aşakdaky ugurlar (hünärler) boýunça talyplyga kabul edýär: xyxy=(1099,1089,1502,1123)
paragraph: — narkologiýa hem-de psihonewrologiýa hasaslanarylandan güwahat; xyxy=(776,411,1017,435)
paragraph: 12. Turşatma önümçiliginiň we çakyryň tehnologiýasy. xyxy=(95,1872,325,1896)
paragraph: — bellenilen nusgadaky sowalnama (anketa); xyxy=(415,1153,626,1164)
paragraph: — soňky okan ýerinden (işlän ýerinden, harby bölümden) häsiýetnama; xyxy=(335,1807,565,1831)
paragraph: Nädogry berlen maglumatlar we galp resmi iş kagyzlary üçin dalaşgär şahsy jogapkärçilik çekýär. xyxy=(736,1127,1046,1151)
paragraph: Bulardan başga-da, okuwa girmäge isleg bildirýänler ýokarda görkezilen resminamalar bilen birlikde, resminamalary kabul edýän iş toparyna aşakdakylary görkezýärler we nusgalaryny tabşyrýarlar: xyxy=(1028,736,1269,800)
paragraph: — soňky okan ýerinden (işlän ýerinden, harby bölümden) häsiýetnama; xyxy=(95,688,287,712)
notice-columns xyxy=(525,228,1520,596)
paragraph: — hünär: sazyň taryhy we nazaryýeti hünäri — hünäri boýunça, fortepiano we saz edebiýaty, Türkmenistanyň taryhy; xyxy=(1081,1726,1520,1750)
notice-subtitle: 2025/2026-njy okuw ýyly üçin aşakdaky hünärler boýunça talyplyga kabul edýär: xyxy=(782,191,1263,207)
paragraph: — bilimi baradaky resminama (asyl nusgasy); xyxy=(776,359,987,370)
paragraph: 9. Dokma we ýeňil senagatyň abzallaryna tehniki taýdan hyzmat etmek we bejermek. xyxy=(525,841,766,865)
paragraph: Resmi iş kagyzlarynyň sanawy: xyxy=(415,1127,572,1138)
notice-subtitle: 2025/2026-njy okuw ýyly üçin aşakdaky hünärler boýunça talyplyga kabul edýär: xyxy=(120,213,465,247)
paragraph: — harby şahadatnamasyny ýa-da harby hasaba goýlandygy hakynda şahadatnamasyny. xyxy=(576,1638,806,1662)
paragraph: — hünär: binagärlik — surat we grafika, matematika, Türkmenistanyň taryhy; xyxy=(736,1218,1046,1242)
paragraph: — soňky okan ýerinden (işlän ýerinden, harby bölümden) häsiýetnama; xyxy=(1081,1453,1410,1464)
paragraph: Resmi iş kagyzlary Daşoguz şäherinde 2025-nji ýylyň 14 — 27-nji iýuly aralygynda kabul edilýär. xyxy=(1081,1336,1520,1360)
paragraph: 1. Oba hojalygynyň mehanizmleşdirilmek. xyxy=(95,1638,302,1649)
paragraph: Resmi iş kagyzlarynyň sanawy: xyxy=(776,763,933,774)
header-rule xyxy=(85,124,1530,127)
paragraph: — Türkmenistanyň Saglygy goraýyş we derman senagaty ministrligi tarapyndan bellenilen nusgadaky saglyk kepilnamasy; xyxy=(415,1179,725,1203)
paragraph: Giriş synaglary we okuwa kabul edilmek Türkmenistanyň Gahrymany Atamyrat Nyýazow adyndaky Ýöriteleşdirilen bank mekdebinde (Aşgabat ş.) 2025-nji ýylyň awgust aýynyň 21-22-si, 24-i we 25-i günlerinde geçirilýär. xyxy=(298,492,490,581)
crop-mark-icon xyxy=(74,20,100,46)
paragraph: 11. Çörek, süýji we unaş önümleriniň tehnologiýasy. xyxy=(95,1846,325,1870)
